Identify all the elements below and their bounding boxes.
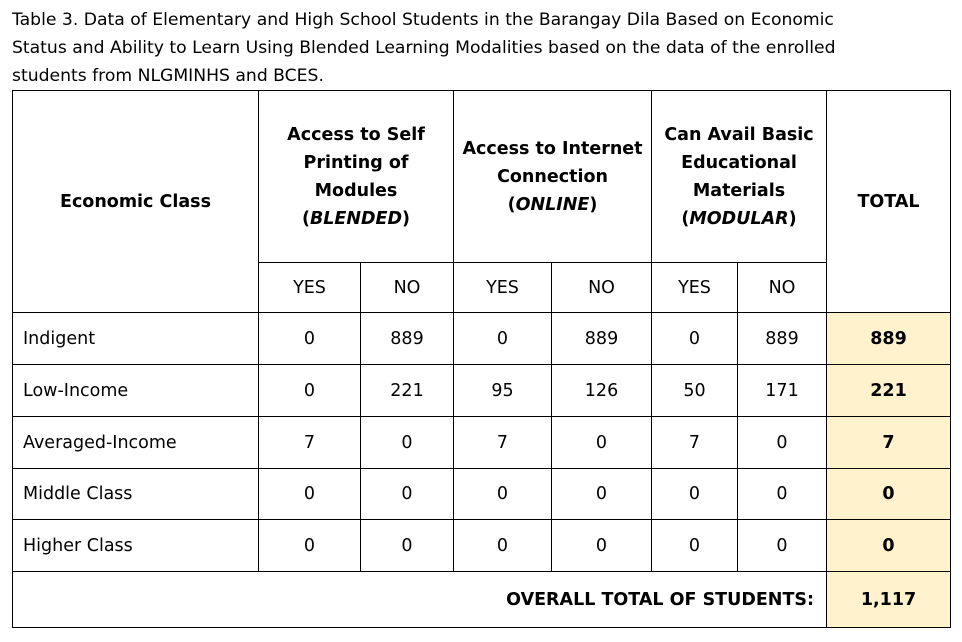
row-label: Low-Income [13,365,259,417]
cell-modular-no: 171 [738,365,827,417]
header-online-line1: Access to Internet [462,138,643,159]
cell-online-no: 0 [552,417,652,469]
table-row [13,313,951,365]
cell-blended-no: 889 [361,313,454,365]
paren-open: ( [681,208,690,229]
caption-line-2: Status and Ability to Learn Using Blended Learning Modalities based on the data of the enrolled [12,38,836,58]
cell-blended-yes: 0 [259,520,361,572]
header-blended [259,91,454,263]
cell-blended-yes: 7 [259,417,361,469]
header-blended-mode [259,205,453,233]
cell-online-no: 126 [552,365,652,417]
header-modular-line3: Materials [692,180,786,201]
table-row [13,417,951,469]
subheader-yes: YES [454,263,552,313]
table-row [13,469,951,520]
cell-blended-no: 0 [361,520,454,572]
paren-close: ) [788,208,797,229]
cell-modular-yes: 50 [652,365,738,417]
cell-blended-yes: 0 [259,313,361,365]
caption-line-3: students from NLGMINHS and BCES. [12,66,324,86]
cell-blended-no: 0 [361,417,454,469]
overall-total-label: OVERALL TOTAL OF STUDENTS: [13,572,827,628]
header-modular-line1: Can Avail Basic [664,124,814,145]
cell-blended-no: 0 [361,469,454,520]
header-blended-line2: Printing of [303,152,409,173]
table-caption [12,6,952,90]
header-online-mode [454,191,651,219]
cell-total: 0 [827,520,951,572]
cell-online-yes: 0 [454,469,552,520]
header-total: TOTAL [827,91,951,313]
row-label: Averaged-Income [13,417,259,469]
overall-total-value: 1,117 [827,572,951,628]
mode-online: ONLINE [515,194,590,215]
header-economic-class: Economic Class [13,91,259,313]
header-row [13,91,951,263]
subheader-yes: YES [259,263,361,313]
header-modular [652,91,827,263]
cell-online-yes: 0 [454,520,552,572]
table-row [13,520,951,572]
cell-online-no: 889 [552,313,652,365]
cell-modular-no: 0 [738,469,827,520]
cell-blended-yes: 0 [259,365,361,417]
header-online-line2: Connection [497,166,608,187]
cell-modular-yes: 7 [652,417,738,469]
cell-online-no: 0 [552,469,652,520]
header-modular-line2: Educational [681,152,797,173]
mode-modular: MODULAR [689,208,789,229]
cell-total: 0 [827,469,951,520]
paren-close: ) [402,208,411,229]
cell-modular-no: 0 [738,417,827,469]
overall-total-row [13,572,951,628]
table-row [13,365,951,417]
cell-total: 889 [827,313,951,365]
row-label: Indigent [13,313,259,365]
subheader-yes: YES [652,263,738,313]
cell-online-yes: 95 [454,365,552,417]
cell-online-no: 0 [552,520,652,572]
row-label: Higher Class [13,520,259,572]
mode-blended: BLENDED [309,208,403,229]
caption-line-1: Table 3. Data of Elementary and High School Students in the Barangay Dila Based on Economic [12,10,834,30]
paren-close: ) [589,194,598,215]
header-online [454,91,652,263]
header-blended-line1: Access to Self [287,124,425,145]
cell-modular-no: 889 [738,313,827,365]
subheader-no: NO [361,263,454,313]
subheader-no: NO [738,263,827,313]
cell-total: 7 [827,417,951,469]
paren-open: ( [507,194,516,215]
cell-blended-no: 221 [361,365,454,417]
cell-modular-yes: 0 [652,520,738,572]
cell-modular-yes: 0 [652,313,738,365]
cell-modular-yes: 0 [652,469,738,520]
row-label: Middle Class [13,469,259,520]
header-blended-line3: Modules [314,180,398,201]
economic-status-table [12,90,951,628]
cell-modular-no: 0 [738,520,827,572]
cell-online-yes: 0 [454,313,552,365]
cell-blended-yes: 0 [259,469,361,520]
subheader-no: NO [552,263,652,313]
header-modular-mode [652,205,826,233]
cell-total: 221 [827,365,951,417]
paren-open: ( [301,208,310,229]
cell-online-yes: 7 [454,417,552,469]
